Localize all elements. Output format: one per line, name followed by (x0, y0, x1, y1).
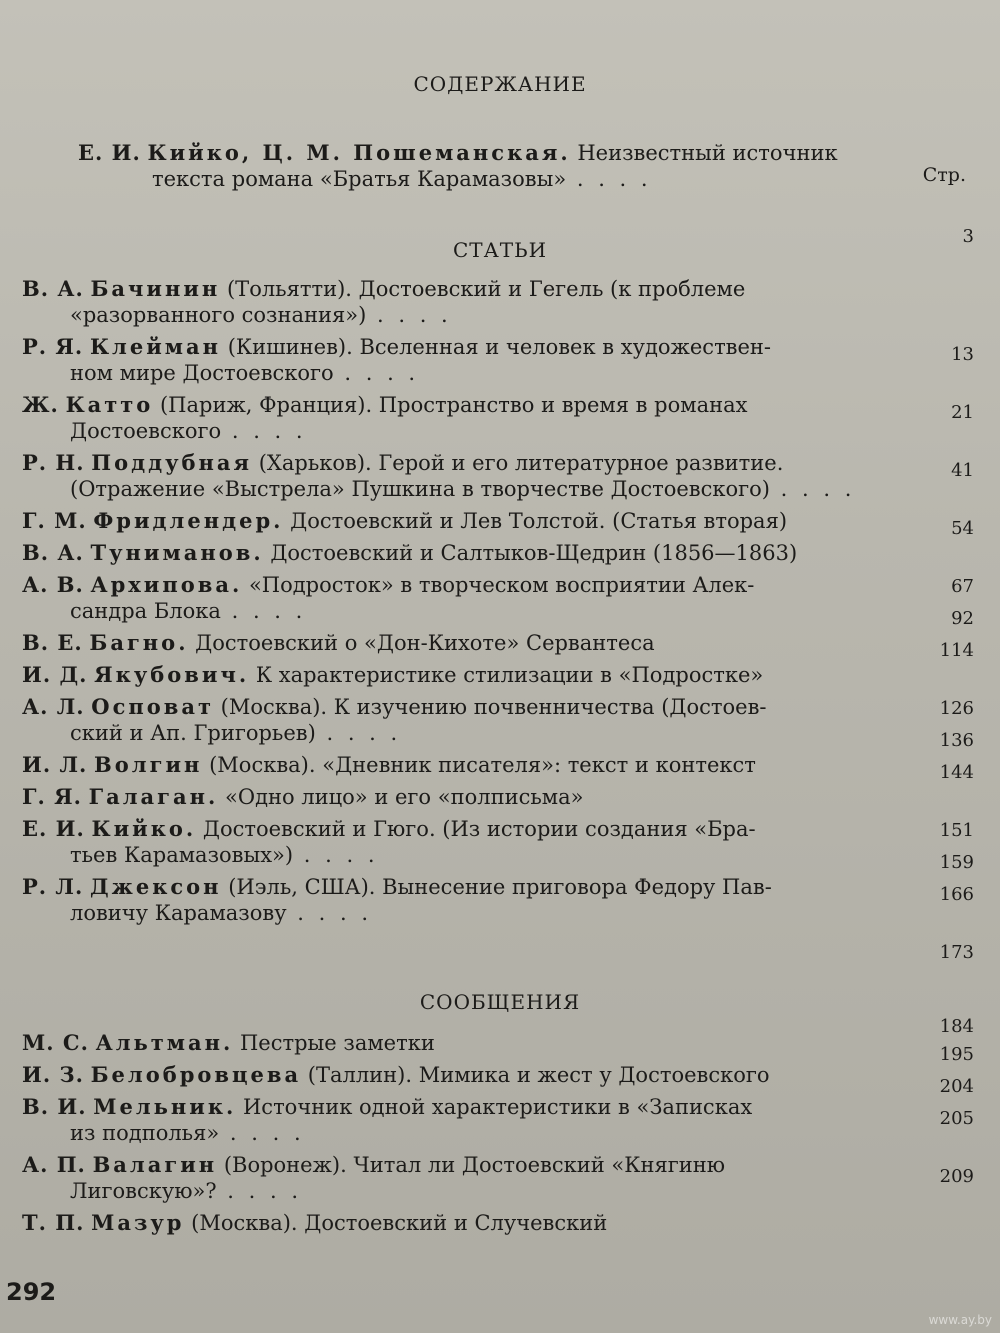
entry-title-line1: (Иэль, США). Вынесение приговора Федору Пав- (221, 875, 772, 899)
entry-author: Туниманов. (90, 540, 264, 565)
toc-entry: Р. Л. Джексон (Иэль, США). Вынесение приговора Федору Пав- ловичу Карамазову . . . . (22, 874, 772, 925)
entry-title-line2: тьев Карамазовых») (70, 843, 294, 867)
entry-initials: И. Д. (22, 662, 88, 687)
toc-entry: А. В. Архипова. «Подросток» в творческом восприятии Алек- сандра Блока . . . . (22, 572, 755, 623)
toc-entry (22, 662, 914, 688)
entry-title-line1: (Тольятти). Достоевский и Гегель (к проблеме (220, 277, 746, 301)
toc-entry: Р. Я. Клейман (Кишинев). Вселенная и человек в художествен- ном мире Достоевского . . . . (22, 334, 772, 385)
entry-initials: Г. М. (22, 508, 87, 533)
entry-title-line1: Пестрые заметки (233, 1031, 435, 1055)
entry-title-line1: (Москва). «Дневник писателя»: текст и контекст (202, 753, 756, 777)
toc-entry (22, 630, 914, 656)
entry-author: Альтман. (95, 1030, 234, 1055)
entry-initials: Е. И. (78, 140, 141, 165)
entry-initials: Р. Л. (22, 874, 84, 899)
entry-initials: В. А. (22, 540, 84, 565)
toc-entry: А. П. Валагин (Воронеж). Читал ли Достоевский «Княгиню Лиговскую»? . . . . (22, 1152, 726, 1203)
entry-page-number: 159 (939, 852, 974, 873)
entry-initials: Р. Я. (22, 334, 84, 359)
entry-page-number: 195 (939, 1044, 974, 1065)
entry-author: Бачинин (90, 276, 221, 301)
reports-title: СООБЩЕНИЯ (419, 990, 581, 1014)
toc-entry (22, 784, 914, 810)
entry-author: Валагин (92, 1152, 218, 1177)
entry-page-number: 3 (962, 226, 974, 247)
toc-entry (22, 752, 914, 778)
entry-title-line2: Лиговскую»? (70, 1179, 217, 1203)
entry-title-line1: (Москва). Достоевский и Случевский (184, 1211, 608, 1235)
entry-author: Якубович. (94, 662, 250, 687)
entry-page-number: 204 (939, 1076, 974, 1097)
entry-title-line1: (Воронеж). Читал ли Достоевский «Княгиню (217, 1153, 726, 1177)
entry-initials: Ж. (22, 392, 59, 417)
entry-page-number: 114 (939, 640, 974, 661)
entry-initials: Е. И. (22, 816, 85, 841)
entry-page-number: 41 (951, 460, 974, 481)
entry-author: Поддубная (91, 450, 253, 475)
entry-page-number: 173 (939, 942, 974, 963)
entry-title-line1: Достоевский и Салтыков-Щедрин (1856—1863) (263, 541, 798, 565)
entry-title-line1: «Подросток» в творческом восприятии Алек- (242, 573, 755, 597)
entry-author: Багно. (89, 630, 189, 655)
entry-title-line2: «разорванного сознания») (70, 303, 367, 327)
contents-title: СОДЕРЖАНИЕ (413, 72, 587, 96)
entry-title-line1: (Кишинев). Вселенная и человек в художествен- (221, 335, 772, 359)
entry-page-number: 67 (951, 576, 974, 597)
toc-entry-intro: Е. И. Кийко, Ц. М. Пошеманская. Неизвестный источник текста романа «Братья Карамазовы» . . . . (78, 140, 838, 191)
articles-title: СТАТЬИ (452, 238, 548, 262)
book-page-number: 292 (6, 1278, 57, 1306)
entry-author: Мазур (91, 1210, 185, 1235)
entry-title-line1: (Таллин). Мимика и жест у Достоевского (301, 1063, 770, 1087)
entry-title-line1: (Париж, Франция). Пространство и время в романах (153, 393, 748, 417)
entry-author: Катто (65, 392, 154, 417)
entry-page-number: 54 (951, 518, 974, 539)
page-column-label: Стр. (922, 164, 966, 186)
entry-title-line1: (Москва). К изучению почвенничества (Достоев- (213, 695, 767, 719)
entry-initials: В. И. (22, 1094, 87, 1119)
entry-title-line1: «Одно лицо» и его «полписьма» (218, 785, 584, 809)
toc-entry (22, 1210, 914, 1236)
entry-initials: Г. Я. (22, 784, 82, 809)
entry-title-line2: Достоевского (70, 419, 222, 443)
entry-author: Фридлендер. (93, 508, 284, 533)
entry-initials: И. З. (22, 1062, 84, 1087)
entry-initials: В. А. (22, 276, 84, 301)
toc-entry: Ж. Катто (Париж, Франция). Пространство и время в романах Достоевского . . . . (22, 392, 748, 443)
toc-entry: Е. И. Кийко. Достоевский и Гюго. (Из истории создания «Бра- тьев Карамазовых») . . . . (22, 816, 756, 867)
entry-page-number: 205 (939, 1108, 974, 1129)
toc-entry (22, 1062, 914, 1088)
entry-author: Кийко. (91, 816, 197, 841)
entry-initials: А. П. (22, 1152, 86, 1177)
entry-initials: А. В. (22, 572, 84, 597)
entry-author: Клейман (89, 334, 222, 359)
entry-title-line1: Достоевский и Гюго. (Из истории создания «Бра- (196, 817, 756, 841)
entry-author: Архипова. (90, 572, 243, 597)
toc-entry: А. Л. Осповат (Москва). К изучению почвенничества (Достоев- ский и Ап. Григорьев) . . . . (22, 694, 767, 745)
watermark: www.ay.by (928, 1313, 992, 1327)
entry-initials: В. Е. (22, 630, 83, 655)
entry-title-line1: (Харьков). Герой и его литературное развитие. (252, 451, 784, 475)
entry-title-line2: из подполья» (70, 1121, 220, 1145)
entry-author: Осповат (91, 694, 214, 719)
entry-author: Волгин (94, 752, 203, 777)
toc-entry (22, 508, 914, 534)
entry-title-line1: Источник одной характеристики в «Записках (236, 1095, 753, 1119)
toc-entry: В. И. Мельник. Источник одной характеристики в «Записках из подполья» . . . . (22, 1094, 753, 1145)
toc-entry (22, 540, 914, 566)
entry-page-number: 136 (939, 730, 974, 751)
entry-initials: А. Л. (22, 694, 85, 719)
entry-title-line2: ловичу Карамазову (70, 901, 287, 925)
entry-title-line2: ном мире Достоевского (70, 361, 334, 385)
entry-author: Кийко, Ц. М. Пошеманская. (147, 140, 571, 165)
entry-author: Мельник. (93, 1094, 237, 1119)
entry-page-number: 13 (951, 344, 974, 365)
entry-author: Галаган. (88, 784, 219, 809)
toc-entry (22, 1030, 914, 1056)
entry-title-line2: сандра Блока (70, 599, 221, 623)
entry-initials: Р. Н. (22, 450, 85, 475)
entry-page-number: 209 (939, 1166, 974, 1187)
entry-page-number: 21 (951, 402, 974, 423)
entry-initials: М. С. (22, 1030, 89, 1055)
entry-initials: Т. П. (22, 1210, 85, 1235)
entry-title-line2: (Отражение «Выстрела» Пушкина в творчестве Достоевского) (70, 477, 770, 501)
entry-author: Белобровцева (90, 1062, 302, 1087)
entry-page-number: 166 (939, 884, 974, 905)
entry-title-line2: текста романа «Братья Карамазовы» (152, 167, 567, 191)
toc-entry: В. А. Бачинин (Тольятти). Достоевский и Гегель (к проблеме «разорванного сознания») . . . . (22, 276, 746, 327)
entry-page-number: 144 (939, 762, 974, 783)
entry-title-line1: Достоевский и Лев Толстой. (Статья вторая) (283, 509, 788, 533)
entry-author: Джексон (89, 874, 222, 899)
reports-first-page-number: 184 (939, 1016, 974, 1037)
entry-initials: И. Л. (22, 752, 88, 777)
entry-page-number: 92 (951, 608, 974, 629)
entry-page-number: 151 (939, 820, 974, 841)
toc-entry: Р. Н. Поддубная (Харьков). Герой и его литературное развитие. (Отражение «Выстрела» Пушкина в творчестве Достоевского) . . . . (22, 450, 856, 501)
entry-title-line2: ский и Ап. Григорьев) (70, 721, 316, 745)
entry-title-line1: К характеристике стилизации в «Подростке» (249, 663, 764, 687)
entry-page-number: 126 (939, 698, 974, 719)
entry-title-line1: Достоевский о «Дон-Кихоте» Сервантеса (188, 631, 655, 655)
entry-title-line1: Неизвестный источник (570, 141, 838, 165)
